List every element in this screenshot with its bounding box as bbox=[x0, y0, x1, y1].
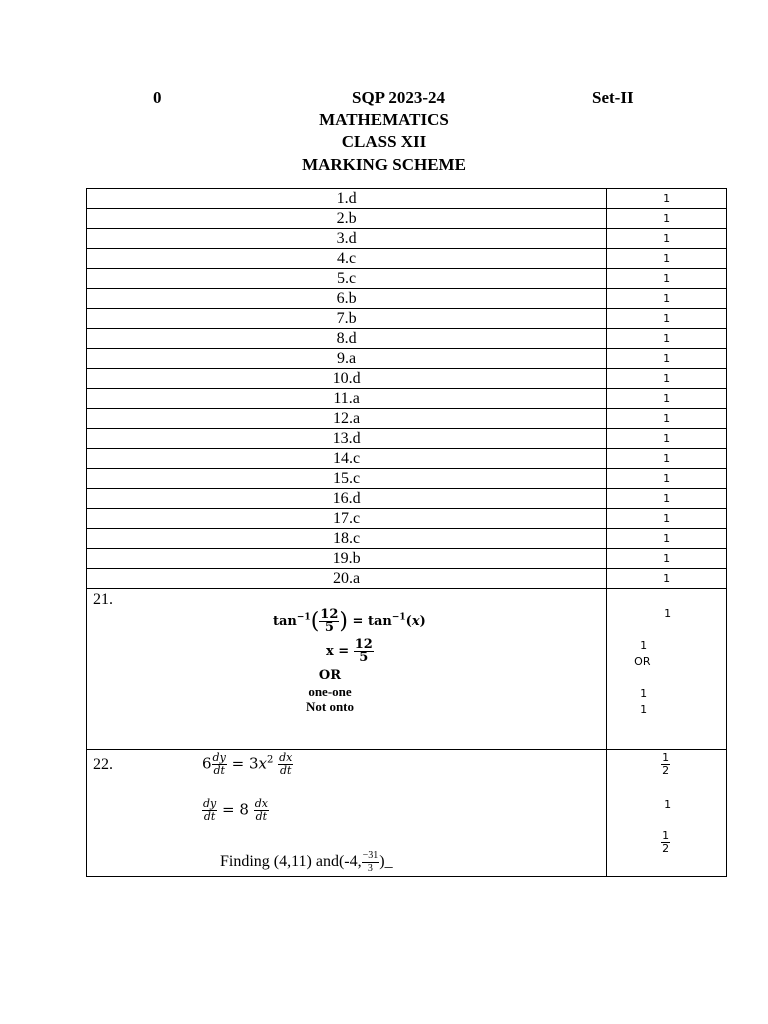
answer-key: 1.d bbox=[87, 189, 607, 209]
answer-mark: 1 bbox=[607, 369, 727, 389]
answer-row bbox=[87, 209, 727, 229]
q22-finding: Finding (4,11) and(-4, $\frac{-31}{3}$ )_ bbox=[220, 850, 393, 874]
answer-key: 18.c bbox=[87, 529, 607, 549]
answer-key: 17.c bbox=[87, 509, 607, 529]
q21-marks bbox=[607, 589, 727, 750]
answer-row bbox=[87, 509, 727, 529]
answer-key: 8.d bbox=[87, 329, 607, 349]
q21-mark: 1 bbox=[664, 607, 672, 620]
answer-row bbox=[87, 229, 727, 249]
answer-row bbox=[87, 429, 727, 449]
q21-equation: $\tan^{-1}$( $\frac{12}{5}$ ) = $\tan^{-1}(x)$ bbox=[273, 607, 426, 635]
answer-key: 13.d bbox=[87, 429, 607, 449]
answer-row bbox=[87, 529, 727, 549]
subject-title: MATHEMATICS bbox=[319, 110, 449, 129]
q22-mark-half: $\frac{1}{2}$ bbox=[662, 751, 670, 777]
page-number: 0 bbox=[153, 88, 162, 107]
q21-mark-or: OR bbox=[634, 655, 651, 668]
answer-mark: 1 bbox=[607, 289, 727, 309]
answer-row bbox=[87, 449, 727, 469]
answers-body bbox=[87, 189, 727, 589]
answer-mark: 1 bbox=[607, 209, 727, 229]
answer-row bbox=[87, 469, 727, 489]
answer-mark: 1 bbox=[607, 249, 727, 269]
answer-mark: 1 bbox=[607, 529, 727, 549]
answer-key: 19.b bbox=[87, 549, 607, 569]
q21-mark: 1 bbox=[640, 687, 648, 700]
marking-table bbox=[86, 188, 727, 877]
answer-key: 5.c bbox=[87, 269, 607, 289]
answer-mark: 1 bbox=[607, 409, 727, 429]
answer-key: 3.d bbox=[87, 229, 607, 249]
answer-mark: 1 bbox=[607, 329, 727, 349]
answer-mark: 1 bbox=[607, 229, 727, 249]
q21-one-one: one-one bbox=[308, 684, 352, 699]
answer-mark: 1 bbox=[607, 469, 727, 489]
answer-key: 15.c bbox=[87, 469, 607, 489]
class-title: CLASS XII bbox=[341, 132, 427, 151]
set-label: Set-II bbox=[592, 88, 634, 107]
answer-row bbox=[87, 289, 727, 309]
answer-mark: 1 bbox=[607, 349, 727, 369]
answer-row bbox=[87, 249, 727, 269]
answer-row bbox=[87, 269, 727, 289]
q22-mark: 1 bbox=[664, 798, 672, 811]
q21-or: OR bbox=[318, 668, 342, 683]
q21-solution bbox=[87, 589, 607, 750]
q22-solution bbox=[87, 750, 607, 877]
answer-key: 6.b bbox=[87, 289, 607, 309]
answer-mark: 1 bbox=[607, 189, 727, 209]
answer-row bbox=[87, 489, 727, 509]
q21-mark: 1 bbox=[640, 639, 648, 652]
answer-key: 20.a bbox=[87, 569, 607, 589]
answer-key: 2.b bbox=[87, 209, 607, 229]
q22-mark-half: $\frac{1}{2}$ bbox=[662, 829, 670, 855]
answer-key: 12.a bbox=[87, 409, 607, 429]
answer-key: 16.d bbox=[87, 489, 607, 509]
q21-mark: 1 bbox=[640, 703, 648, 716]
q21-not-onto: Not onto bbox=[305, 699, 355, 714]
answer-row bbox=[87, 389, 727, 409]
q21-number: 21. bbox=[93, 591, 113, 608]
answer-row bbox=[87, 369, 727, 389]
answer-row bbox=[87, 349, 727, 369]
answer-row bbox=[87, 329, 727, 349]
answer-mark: 1 bbox=[607, 549, 727, 569]
q21-x-value: x = $\frac{12}{5}$ bbox=[326, 637, 373, 665]
answer-mark: 1 bbox=[607, 449, 727, 469]
answer-mark: 1 bbox=[607, 309, 727, 329]
answer-key: 4.c bbox=[87, 249, 607, 269]
answer-key: 11.a bbox=[87, 389, 607, 409]
sqp-title: SQP 2023-24 bbox=[352, 88, 446, 107]
answer-mark: 1 bbox=[607, 389, 727, 409]
answer-row bbox=[87, 189, 727, 209]
answer-row bbox=[87, 549, 727, 569]
answer-row bbox=[87, 569, 727, 589]
q22-equation-2: $\frac{dy}{dt}$ = 8 $\frac{dx}{dt}$ bbox=[203, 797, 268, 823]
q22-marks bbox=[607, 750, 727, 877]
answer-mark: 1 bbox=[607, 269, 727, 289]
doc-title: MARKING SCHEME bbox=[302, 155, 466, 174]
answer-key: 14.c bbox=[87, 449, 607, 469]
q22-row bbox=[87, 750, 727, 877]
answer-mark: 1 bbox=[607, 509, 727, 529]
answer-row bbox=[87, 309, 727, 329]
answer-key: 10.d bbox=[87, 369, 607, 389]
answer-key: 9.a bbox=[87, 349, 607, 369]
q22-equation-1: 6 $\frac{dy}{dt}$ = $3x^2$ $\frac{dx}{dt}$ bbox=[202, 751, 293, 777]
answer-mark: 1 bbox=[607, 569, 727, 589]
answer-mark: 1 bbox=[607, 429, 727, 449]
answer-row bbox=[87, 409, 727, 429]
answer-key: 7.b bbox=[87, 309, 607, 329]
answer-mark: 1 bbox=[607, 489, 727, 509]
q21-row bbox=[87, 589, 727, 750]
q22-number: 22. bbox=[93, 756, 113, 773]
